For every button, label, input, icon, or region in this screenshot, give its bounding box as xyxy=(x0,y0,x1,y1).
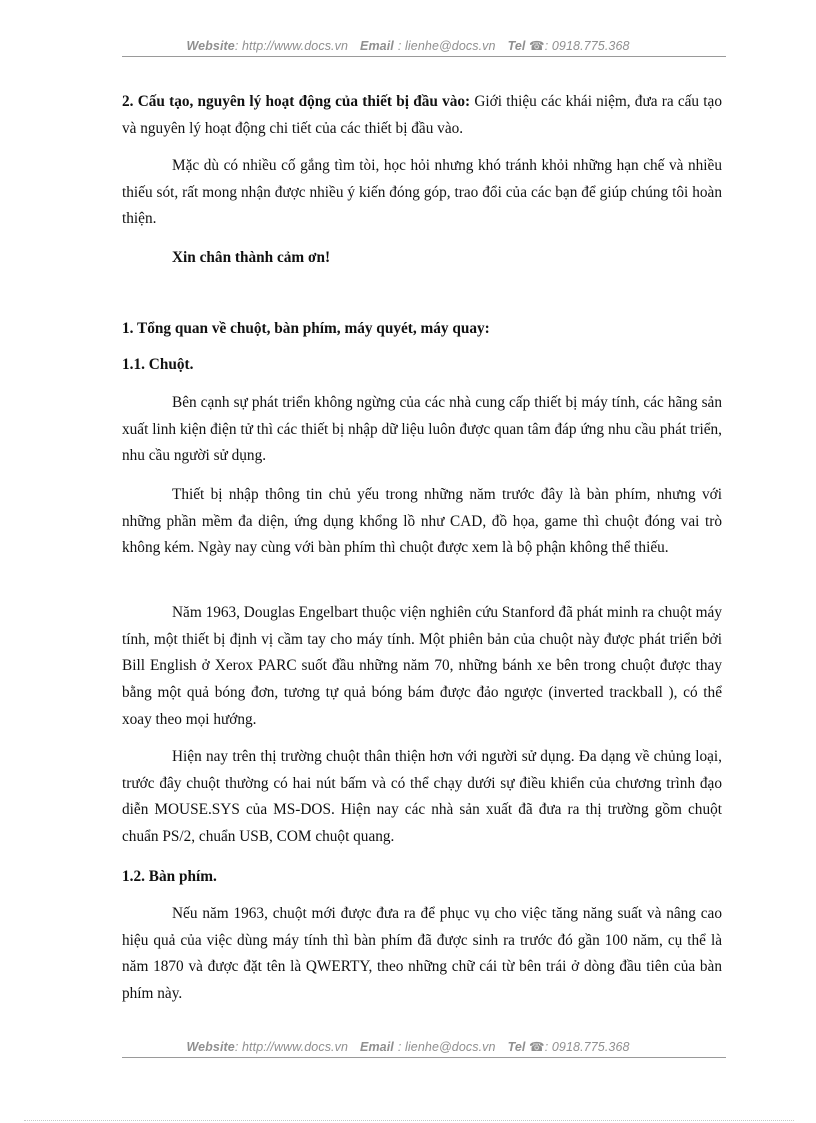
section-1-1-title: 1.1. Chuột. xyxy=(122,356,194,373)
paragraph: Bên cạnh sự phát triển không ngừng của các nhà cung cấp thiết bị máy tính, các hãng sản xuất linh kiện điện tử thì các thiết bị nhập dữ liệu luôn được quan tâm đáp ứng nhu cầu phát triển, nhu cầu người sử dụng. xyxy=(122,394,722,465)
paragraph: Năm 1963, Douglas Engelbart thuộc viện nghiên cứu Stanford đã phát minh ra chuột máy tính, một thiết bị định vị cầm tay cho máy tính. Một phiên bản của chuột này được phát triển bởi Bill English ở Xerox PARC suốt đầu những năm 70, những bánh xe bên trong chuột được thay bằng một quả bóng đơn, tương tự quả bóng bám được đảo ngược (inverted trackball ), có thể xoay theo mọi hướng. xyxy=(122,604,722,728)
paragraph: Nếu năm 1963, chuột mới được đưa ra để phục vụ cho việc tăng năng suất và nâng cao hiệu quả của việc dùng máy tính thì bàn phím đã được sinh ra trước đó gần 100 năm, cụ thể là năm 1870 và được đặt tên là QWERTY, theo những chữ cái từ bên trái ở dòng đầu tiên của bàn phím này. xyxy=(122,905,722,1003)
intro-item-2-title: 2. Cấu tạo, nguyên lý hoạt động của thiết bị đầu vào: xyxy=(122,93,471,110)
intro-item-2-text: Giới thiệu các khái niệm, đưa ra cấu tạo và nguyên lý hoạt động chi tiết của các thiết bị đầu vào. xyxy=(122,93,722,137)
website-value: : http://www.docs.vn xyxy=(234,1040,349,1054)
tel-value: : 0918.775.368 xyxy=(544,1040,630,1054)
telephone-icon: ☎ xyxy=(525,39,545,53)
intro-item-2 xyxy=(122,89,722,142)
paragraph: Hiện nay trên thị trường chuột thân thiện hơn với người sử dụng. Đa dạng về chủng loại, trước đây chuột thường có hai nút bấm và có thể chạy dưới sự điều khiển của chương trình đạo diễn MOUSE.SYS của MS-DOS. Hiện nay các nhà sản xuất đã đưa ra thị trường gồm chuột chuẩn PS/2, chuẩn USB, COM chuột quang. xyxy=(122,748,722,846)
email-label: Email xyxy=(360,1040,394,1054)
website-label: Website xyxy=(186,1040,235,1054)
tel-label: Tel xyxy=(507,39,526,53)
intro-paragraph: Mặc dù có nhiều cố gắng tìm tòi, học hỏi nhưng khó tránh khỏi những hạn chế và nhiều thiếu sót, rất mong nhận được nhiều ý kiến đóng góp, trao đổi của các bạn để giúp chúng tôi hoàn thiện. xyxy=(122,157,722,228)
email-value: : lienhe@docs.vn xyxy=(397,39,496,53)
paragraph: Thiết bị nhập thông tin chủ yếu trong những năm trước đây là bàn phím, nhưng với những phần mềm đa diện, ứng dụng khổng lồ như CAD, đồ họa, game thì chuột đóng vai trò không kém. Ngày nay cùng với bàn phím thì chuột được xem là bộ phận không thể thiếu. xyxy=(122,486,722,557)
page-footer xyxy=(0,1039,816,1054)
email-value: : lienhe@docs.vn xyxy=(397,1040,496,1054)
website-label: Website xyxy=(186,39,235,53)
header-rule xyxy=(122,56,726,57)
tel-label: Tel xyxy=(507,1040,526,1054)
tel-value: : 0918.775.368 xyxy=(544,39,630,53)
section-1-title: 1. Tổng quan về chuột, bàn phím, máy quyét, máy quay: xyxy=(122,320,490,337)
telephone-icon: ☎ xyxy=(525,1040,545,1054)
page-header xyxy=(0,38,816,53)
email-label: Email xyxy=(360,39,394,53)
page-edge-rule xyxy=(24,1120,794,1121)
thanks-line: Xin chân thành cảm ơn! xyxy=(172,249,331,266)
website-value: : http://www.docs.vn xyxy=(234,39,349,53)
section-1-2-title: 1.2. Bàn phím. xyxy=(122,868,217,885)
footer-rule xyxy=(122,1057,726,1058)
